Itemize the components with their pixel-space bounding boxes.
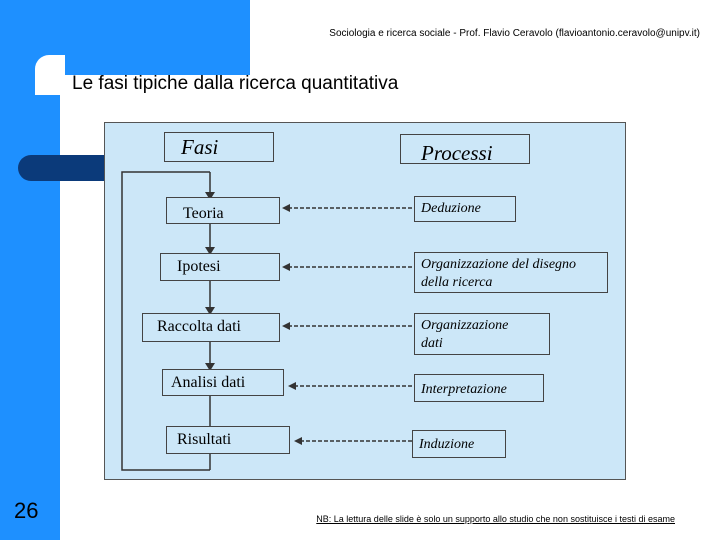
phase-raccolta-dati: Raccolta dati bbox=[142, 313, 280, 342]
process-organizzazione-dati: Organizzazione dati bbox=[414, 313, 550, 355]
slide-title: Le fasi tipiche dalla ricerca quantitativa bbox=[72, 73, 399, 94]
phase-teoria: Teoria bbox=[166, 197, 280, 224]
process-interpretazione: Interpretazione bbox=[414, 374, 544, 402]
slide-number: 26 bbox=[14, 498, 39, 523]
phase-risultati: Risultati bbox=[166, 426, 290, 454]
process-induzione: Induzione bbox=[412, 430, 506, 458]
process-organizzazione-disegno: Organizzazione del disegno della ricerca bbox=[414, 252, 608, 293]
dashed-arrowhead-4 bbox=[288, 382, 296, 390]
dashed-arrowhead-1 bbox=[282, 204, 290, 212]
dashed-arrowhead-5 bbox=[294, 437, 302, 445]
course-header: Sociologia e ricerca sociale - Prof. Flavio Ceravolo (flavioantonio.ceravolo@unipv.it) bbox=[329, 28, 700, 39]
header-fasi: Fasi bbox=[164, 132, 274, 162]
dashed-arrowhead-2 bbox=[282, 263, 290, 271]
process-deduzione: Deduzione bbox=[414, 196, 516, 222]
footer-note: NB: La lettura delle slide è solo un supporto allo studio che non sostituisce i testi di esame bbox=[316, 514, 675, 524]
header-processi: Processi bbox=[400, 134, 530, 164]
dashed-arrowhead-3 bbox=[282, 322, 290, 330]
phase-ipotesi: Ipotesi bbox=[160, 253, 280, 281]
phase-analisi-dati: Analisi dati bbox=[162, 369, 284, 396]
